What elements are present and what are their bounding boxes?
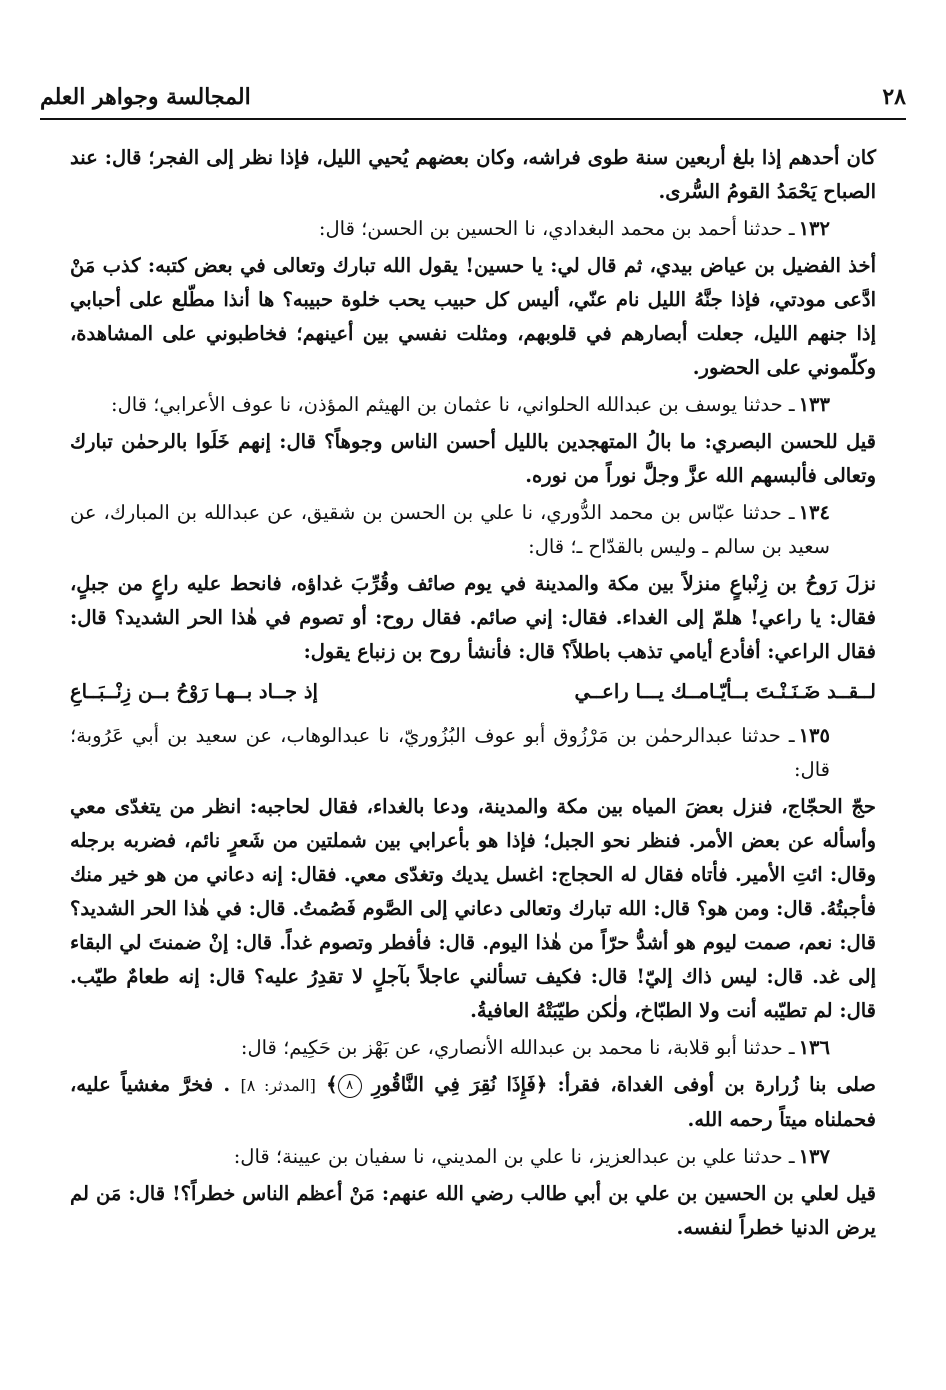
ayah-trail-text: . فخرَّ مغشياً عليه، فحملناه ميتاً رحمه الله.: [70, 1073, 876, 1131]
page-header: [40, 70, 906, 110]
paragraph: قيل لعلي بن الحسين بن علي بن أبي طالب رضي الله عنهم: مَنْ أعظم الناس خطراً؟! قال: مَن لم يرض الدنيا خطراً لنفسه.: [70, 1182, 876, 1239]
narration-number: ١٣٢: [798, 217, 830, 240]
paragraph: نزلَ رَوحُ بن زِنْباعٍ منزلاً بين مكة والمدينة في يوم صائف وقُرِّبَ غداؤه، فانحط عليه راعٍ من جبلٍ، فقال: يا راعي! هلمّ إلى الغداء. فقال: إني صائم. فقال روح: أو تصوم في هٰذا الحر الشديد؟ قال: فقال الراعي: أفأدع أيامي تذهب باطلاً؟ قال: فأنشأ روح بن زنباع يقول:: [70, 572, 876, 663]
verse-first-hemistich: لــقــد ضَـنَـنْـتَ بــأيّـامــك يـــا راعــي: [574, 680, 876, 703]
chain-text: ـ حدثنا يوسف بن عبدالله الحلواني، نا عثمان بن الهيثم المؤذن، نا عوف الأعرابي؛ قال:: [111, 393, 795, 416]
narration-number: ١٣٧: [798, 1145, 830, 1168]
verse-second-hemistich: إذ جــاد بــهـا رَوْحُ بــن زِنْــبَــاعِ: [70, 680, 318, 703]
page-content: [70, 138, 876, 1248]
header-rule: [40, 118, 906, 120]
narration-chain: [70, 719, 876, 787]
paragraph: كان أحدهم إذا بلغ أربعين سنة طوى فراشه، وكان بعضهم يُحيي الليل، فإذا نظر إلى الفجر؛ قال: عند الصباح يَحْمَدُ القومُ السُّرى.: [70, 146, 876, 203]
paragraph: حجّ الحجّاج، فنزل بعضَ المياه بين مكة والمدينة، ودعا بالغداء، فقال لحاجبه: انظر من يتغدّى معي وأسأله عن بعض الأمر. فنظر نحو الجبل؛ فإذا هو بأعرابي بين شملتين من شَعرٍ نائم، فضربه برجله وقال: ائتِ الأمير. فأتاه فقال له الحجاج: اغسل يديك وتغدّى معي. فقال: إنه دعاني من هو خير منك فأجبتُهُ. قال: ومن هو؟ قال: الله تبارك وتعالى دعاني إلى الصَّوم فَصُمتُ. قال: في هٰذا الحر الشديد؟ قال: نعم، صمت ليوم هو أشدُّ حرّاً من هٰذا اليوم. قال: فأفطر وتصوم غداً. قال: إنْ ضمنتَ لي البقاء إلى غد. قال: ليس ذاك إليّ! قال: فكيف تسألني عاجلاً بآجلٍ لا تقدِرُ عليه؟ قال: إنه طعامٌ طيّب. قال: لم تطيّبه أنت ولا الطبّاخ، ولٰكن طيّبَتْهُ العافيةُ.: [70, 795, 876, 1022]
ayah-reference: [المدثر: ٨]: [240, 1076, 316, 1095]
chain-text: ـ حدثنا عبدالرحمٰن بن مَرْزُوق أبو عوف البُزُوريّ، نا عبدالوهاب، عن سعيد بن أبي عَرُوبة؛ قال:: [70, 724, 830, 781]
chain-text: ـ حدثنا علي بن عبدالعزيز، نا علي بن المديني، نا سفيان بن عيينة؛ قال:: [233, 1145, 795, 1168]
narration-chain: [70, 212, 876, 246]
paragraph-with-ayah: صلى بنا زُرارة بن أوفى الغداة، فقرأ: ﴿فَإِذَا نُقِرَ فِي النَّاقُورِ ٨﴾ [المدثر: ٨] . فخرَّ مغشياً عليه، فحملناه ميتاً رحمه الله.: [70, 1073, 876, 1131]
ayah-lead-text: صلى بنا زُرارة بن أوفى الغداة، فقرأ: ﴿فَإِذَا نُقِرَ فِي النَّاقُورِ: [371, 1073, 876, 1096]
narration-number: ١٣٤: [798, 501, 830, 524]
chain-text: ـ حدثنا عبّاس بن محمد الدُّوري، نا علي بن الحسن بن شقيق، عن عبدالله بن المبارك، عن سعيد بن سالم ـ وليس بالقدّاح ـ؛ قال:: [70, 501, 830, 558]
paragraph: قيل للحسن البصري: ما بالُ المتهجدين بالليل أحسن الناس وجوهاً؟ قال: إنهم خَلَوا بالرحمٰن تبارك وتعالى فألبسهم الله عزَّ وجلَّ نوراً من نوره.: [70, 430, 876, 487]
narration-chain: [70, 496, 876, 564]
ayah-number-icon: ٨: [338, 1074, 362, 1098]
chain-text: ـ حدثنا أبو قلابة، نا محمد بن عبدالله الأنصاري، عن بَهْز بن حَكِيم؛ قال:: [240, 1036, 795, 1059]
poetry-verse: [70, 675, 876, 709]
book-title: المجالسة وجواهر العلم: [40, 84, 251, 110]
chain-text: ـ حدثنا أحمد بن محمد البغدادي، نا الحسين بن الحسن؛ قال:: [318, 217, 795, 240]
narration-chain: [70, 1140, 876, 1174]
narration-chain: [70, 388, 876, 422]
narration-number: ١٣٦: [798, 1036, 830, 1059]
narration-number: ١٣٣: [798, 393, 830, 416]
narration-number: ١٣٥: [798, 724, 830, 747]
narration-chain: [70, 1031, 876, 1065]
paragraph: أخذ الفضيل بن عياض بيدي، ثم قال لي: يا حسين! يقول الله تبارك وتعالى في بعض كتبه: كذب مَنْ ادَّعى مودتي، فإذا جنَّهُ الليل نام عنّي، أليس كل حبيب يحب خلوة حبيبه؟ ها أنذا مطّلع على أحبابي إذا جنهم الليل، جعلت أبصارهم في قلوبهم، ومثلت نفسي بين أعينهم؛ فخاطبوني على المشاهدة، وكلّموني على الحضور.: [70, 254, 876, 379]
page-number: ٢٨: [882, 84, 906, 110]
